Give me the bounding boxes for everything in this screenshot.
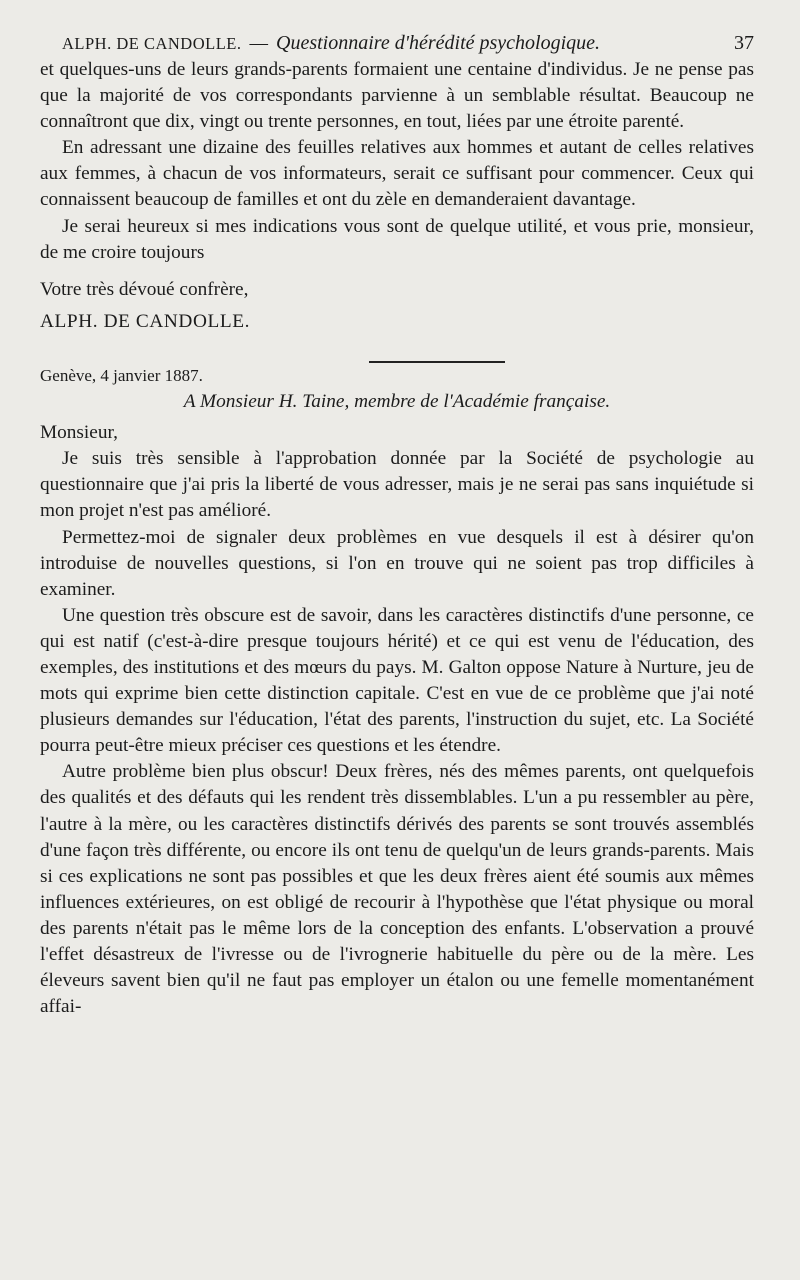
header-title: Questionnaire d'hérédité psychologique.: [276, 32, 601, 54]
paragraph: Je serai heureux si mes indications vous sont de quelque utilité, et vous prie, monsieur, de me croire toujours: [40, 215, 754, 263]
salutation: Monsieur,: [40, 422, 118, 444]
header-author: ALPH. DE CANDOLLE.: [62, 34, 242, 53]
running-header: [62, 30, 754, 57]
dateline: Genève, 4 janvier 1887.: [40, 365, 203, 385]
addressee: A Monsieur H. Taine, membre de l'Académie française.: [183, 391, 611, 413]
letter-closing: Votre très dévoué confrère,: [40, 278, 249, 300]
page-body: [40, 57, 754, 1020]
signature: ALPH. DE CANDOLLE.: [40, 310, 251, 332]
header-separator: —: [249, 34, 268, 54]
paragraph: Autre problème bien plus obscur! Deux frères, nés des mêmes parents, ont quelquefois des qualités et des défauts qui les rendent très dissemblables. L'un a pu ressembler au père, l'autre à la mère, ou les caractères distinctifs dérivés des parents se sont trouvés assemblés d'une façon très différente, ou encore ils ont tenu de quelqu'un de leurs grands-parents. Mais si ces explications ne sont pas possibles et que les deux frères aient été soumis aux mêmes influences extérieures, on est obligé de recourir à l'hypothèse que l'état physique ou moral des parents n'était pas le même lors de la conception des enfants. L'observation a prouvé l'effet désastreux de l'ivresse ou de l'ivrognerie habituelle du père ou de la mère. Les éleveurs savent bien qu'il ne faut pas employer un étalon ou une femelle momentanément affai-: [40, 761, 754, 1018]
paragraph: En adressant une dizaine des feuilles relatives aux hommes et autant de celles relatives aux femmes, à chacun de vos informateurs, serait ce suffisant pour commencer. Ceux qui connaissent beaucoup de familles et ont du zèle en demanderaient davantage.: [40, 137, 754, 211]
paragraph: et quelques-uns de leurs grands-parents formaient une centaine d'individus. Je ne pense pas que la majorité de vos correspondants parvienne à un semblable résultat. Beaucoup ne connaîtront que dix, vingt ou trente personnes, en tout, liées par une étroite parenté.: [40, 59, 754, 133]
paragraph: Permettez-moi de signaler deux problèmes en vue desquels il est à désirer qu'on introduise de nouvelles questions, si l'on en trouve qui ne soient pas trop difficiles à examiner.: [40, 526, 754, 600]
paragraph: Je suis très sensible à l'approbation donnée par la Société de psychologie au questionnaire que j'ai pris la liberté de vous adresser, mais je ne serai pas sans inquiétude si mon projet n'est pas amélioré.: [40, 448, 754, 522]
paragraph: Une question très obscure est de savoir, dans les caractères distinctifs d'une personne, ce qui est natif (c'est-à-dire presque toujours hérité) et ce qui est venu de l'éducation, des exemples, des institutions et des mœurs du pays. M. Galton oppose Nature à Nurture, jeu de mots qui exprime bien cette distinction capitale. C'est en vue de ce problème que j'ai noté plusieurs demandes sur l'éducation, l'état des parents, l'instruction du sujet, etc. La Société pourra peut-être mieux préciser ces questions et les étendre.: [40, 604, 754, 757]
page-number: 37: [734, 32, 754, 54]
